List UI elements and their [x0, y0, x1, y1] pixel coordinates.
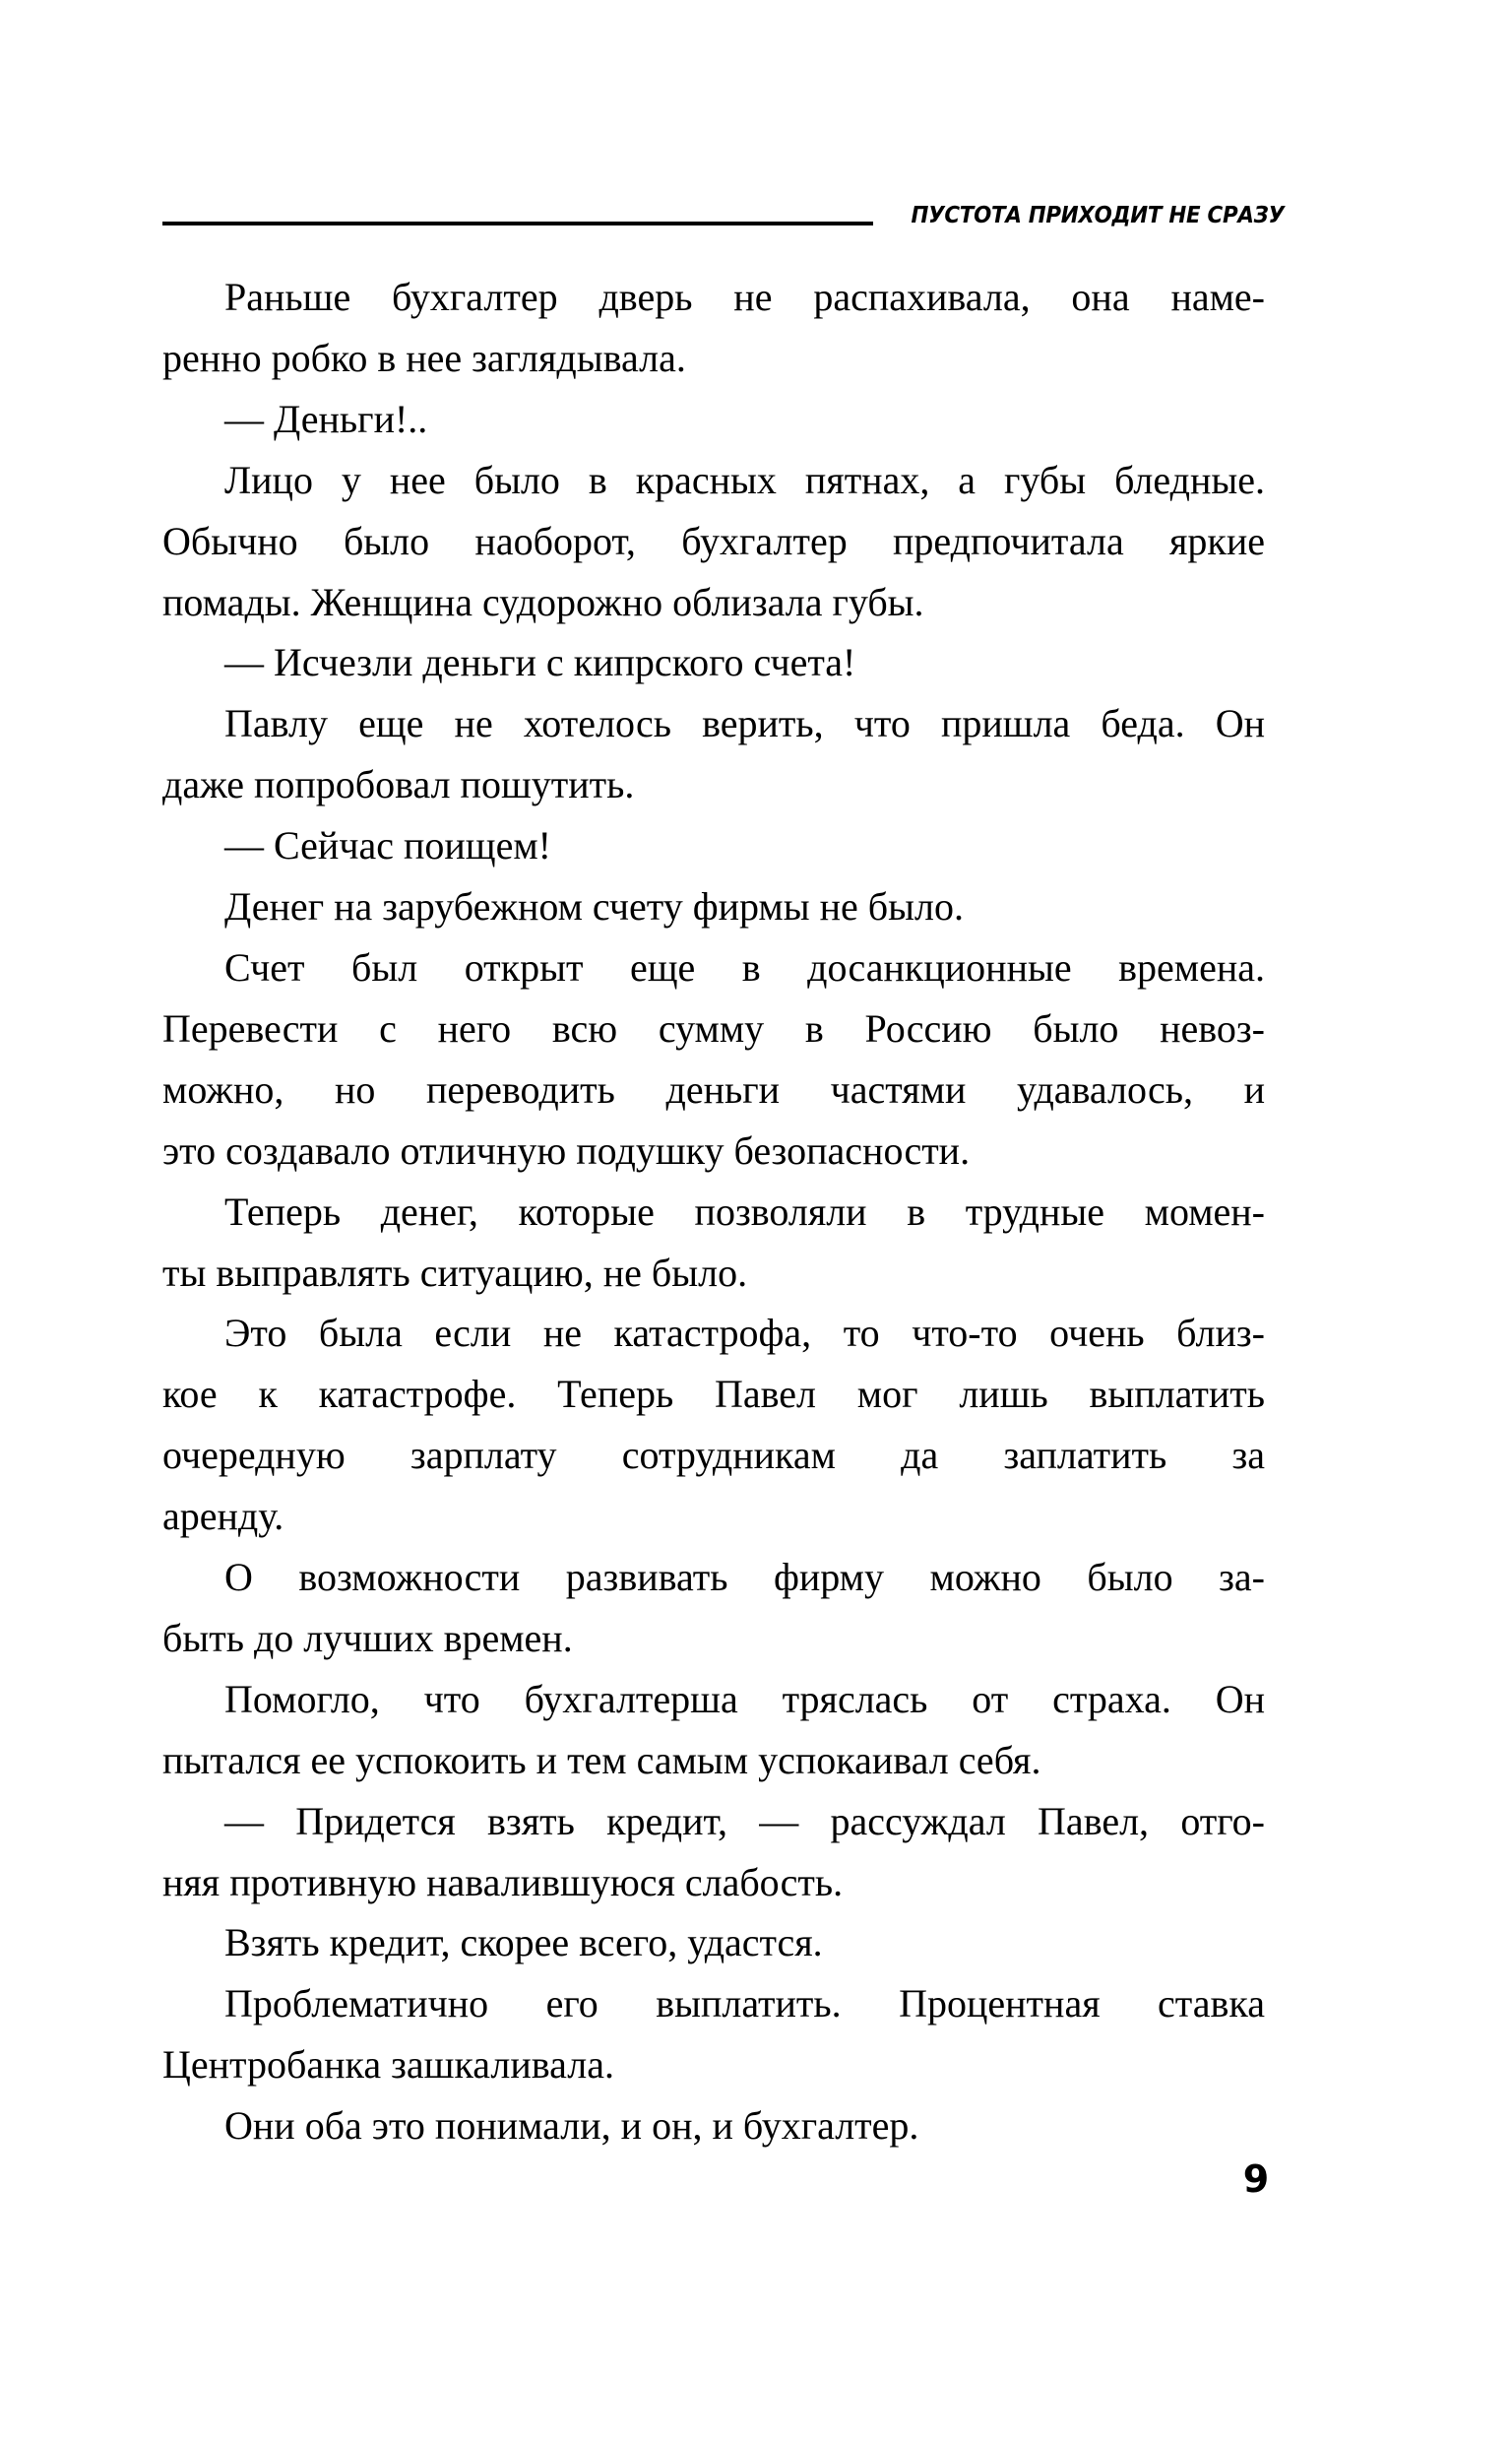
paragraph [162, 876, 1265, 937]
paragraph [162, 937, 1265, 1182]
paragraph [162, 2095, 1265, 2156]
text-line: это создавало отличную подушку безопасности. [162, 1127, 971, 1173]
text-line: Денег на зарубежном счету фирмы не было. [224, 884, 964, 930]
paragraph [162, 1912, 1265, 1973]
paragraph [162, 1791, 1265, 1913]
running-title: ПУСТОТА ПРИХОДИТ НЕ СРАЗУ [911, 203, 1285, 228]
text-line: — Придется взять кредит, — рассуждал Павел, отго- [224, 1798, 1265, 1843]
paragraph [162, 1669, 1265, 1791]
paragraph [162, 815, 1265, 876]
paragraph [162, 632, 1265, 693]
text-line: даже попробовал пошутить. [162, 762, 635, 807]
text-line: быть до лучших времен. [162, 1615, 573, 1660]
text-line: кое к катастрофе. Теперь Павел мог лишь выплатить [162, 1372, 1265, 1417]
text-line: пытался ее успокоить и тем самым успокаивал себя. [162, 1737, 1041, 1782]
text-line: очередную зарплату сотрудникам да заплатить за [162, 1433, 1265, 1478]
text-line: Проблематично его выплатить. Процентная ставка [224, 1981, 1265, 2026]
text-line: — Исчезли деньги с кипрского счета! [224, 640, 856, 685]
text-line: Теперь денег, которые позволяли в трудные момен- [224, 1189, 1265, 1234]
header-rule [162, 222, 873, 225]
paragraph [162, 1303, 1265, 1547]
text-line: Помогло, что бухгалтерша тряслась от страха. Он [224, 1676, 1265, 1721]
text-line: ренно робко в нее заглядывала. [162, 335, 686, 380]
text-line: Перевести с него всю сумму в Россию было невоз- [162, 1005, 1265, 1051]
text-line: можно, но переводить деньги частями удавалось, и [162, 1066, 1265, 1112]
text-line: — Деньги!.. [224, 396, 428, 441]
paragraph [162, 693, 1265, 815]
text-line: помады. Женщина судорожно облизала губы. [162, 579, 924, 624]
text-line: Центробанка зашкаливала. [162, 2042, 614, 2088]
body-text [162, 267, 1265, 2156]
paragraph [162, 450, 1265, 633]
text-line: ты выправлять ситуацию, не было. [162, 1250, 748, 1295]
text-line: Обычно было наоборот, бухгалтер предпочитала яркие [162, 518, 1265, 563]
page-number: 9 [1242, 2157, 1270, 2201]
paragraph [162, 389, 1265, 450]
text-line: няя противную навалившуюся слабость. [162, 1859, 844, 1904]
paragraph [162, 267, 1265, 389]
paragraph [162, 1182, 1265, 1304]
text-line: аренду. [162, 1494, 284, 1539]
text-line: Взять кредит, скорее всего, удастся. [224, 1920, 823, 1965]
text-line: Счет был открыт еще в досанкционные времена. [224, 944, 1265, 990]
text-line: О возможности развивать фирму можно было за- [224, 1555, 1265, 1600]
text-line: Лицо у нее было в красных пятнах, а губы бледные. [224, 457, 1265, 502]
text-line: Павлу еще не хотелось верить, что пришла беда. Он [224, 701, 1265, 746]
paragraph [162, 1547, 1265, 1669]
text-line: Они оба это понимали, и он, и бухгалтер. [224, 2103, 919, 2149]
running-header [162, 197, 1285, 230]
text-line: Это была если не катастрофа, то что-то очень близ- [224, 1311, 1265, 1356]
text-line: Раньше бухгалтер дверь не распахивала, она наме- [224, 275, 1265, 319]
paragraph [162, 1973, 1265, 2095]
text-line: — Сейчас поищем! [224, 823, 551, 868]
